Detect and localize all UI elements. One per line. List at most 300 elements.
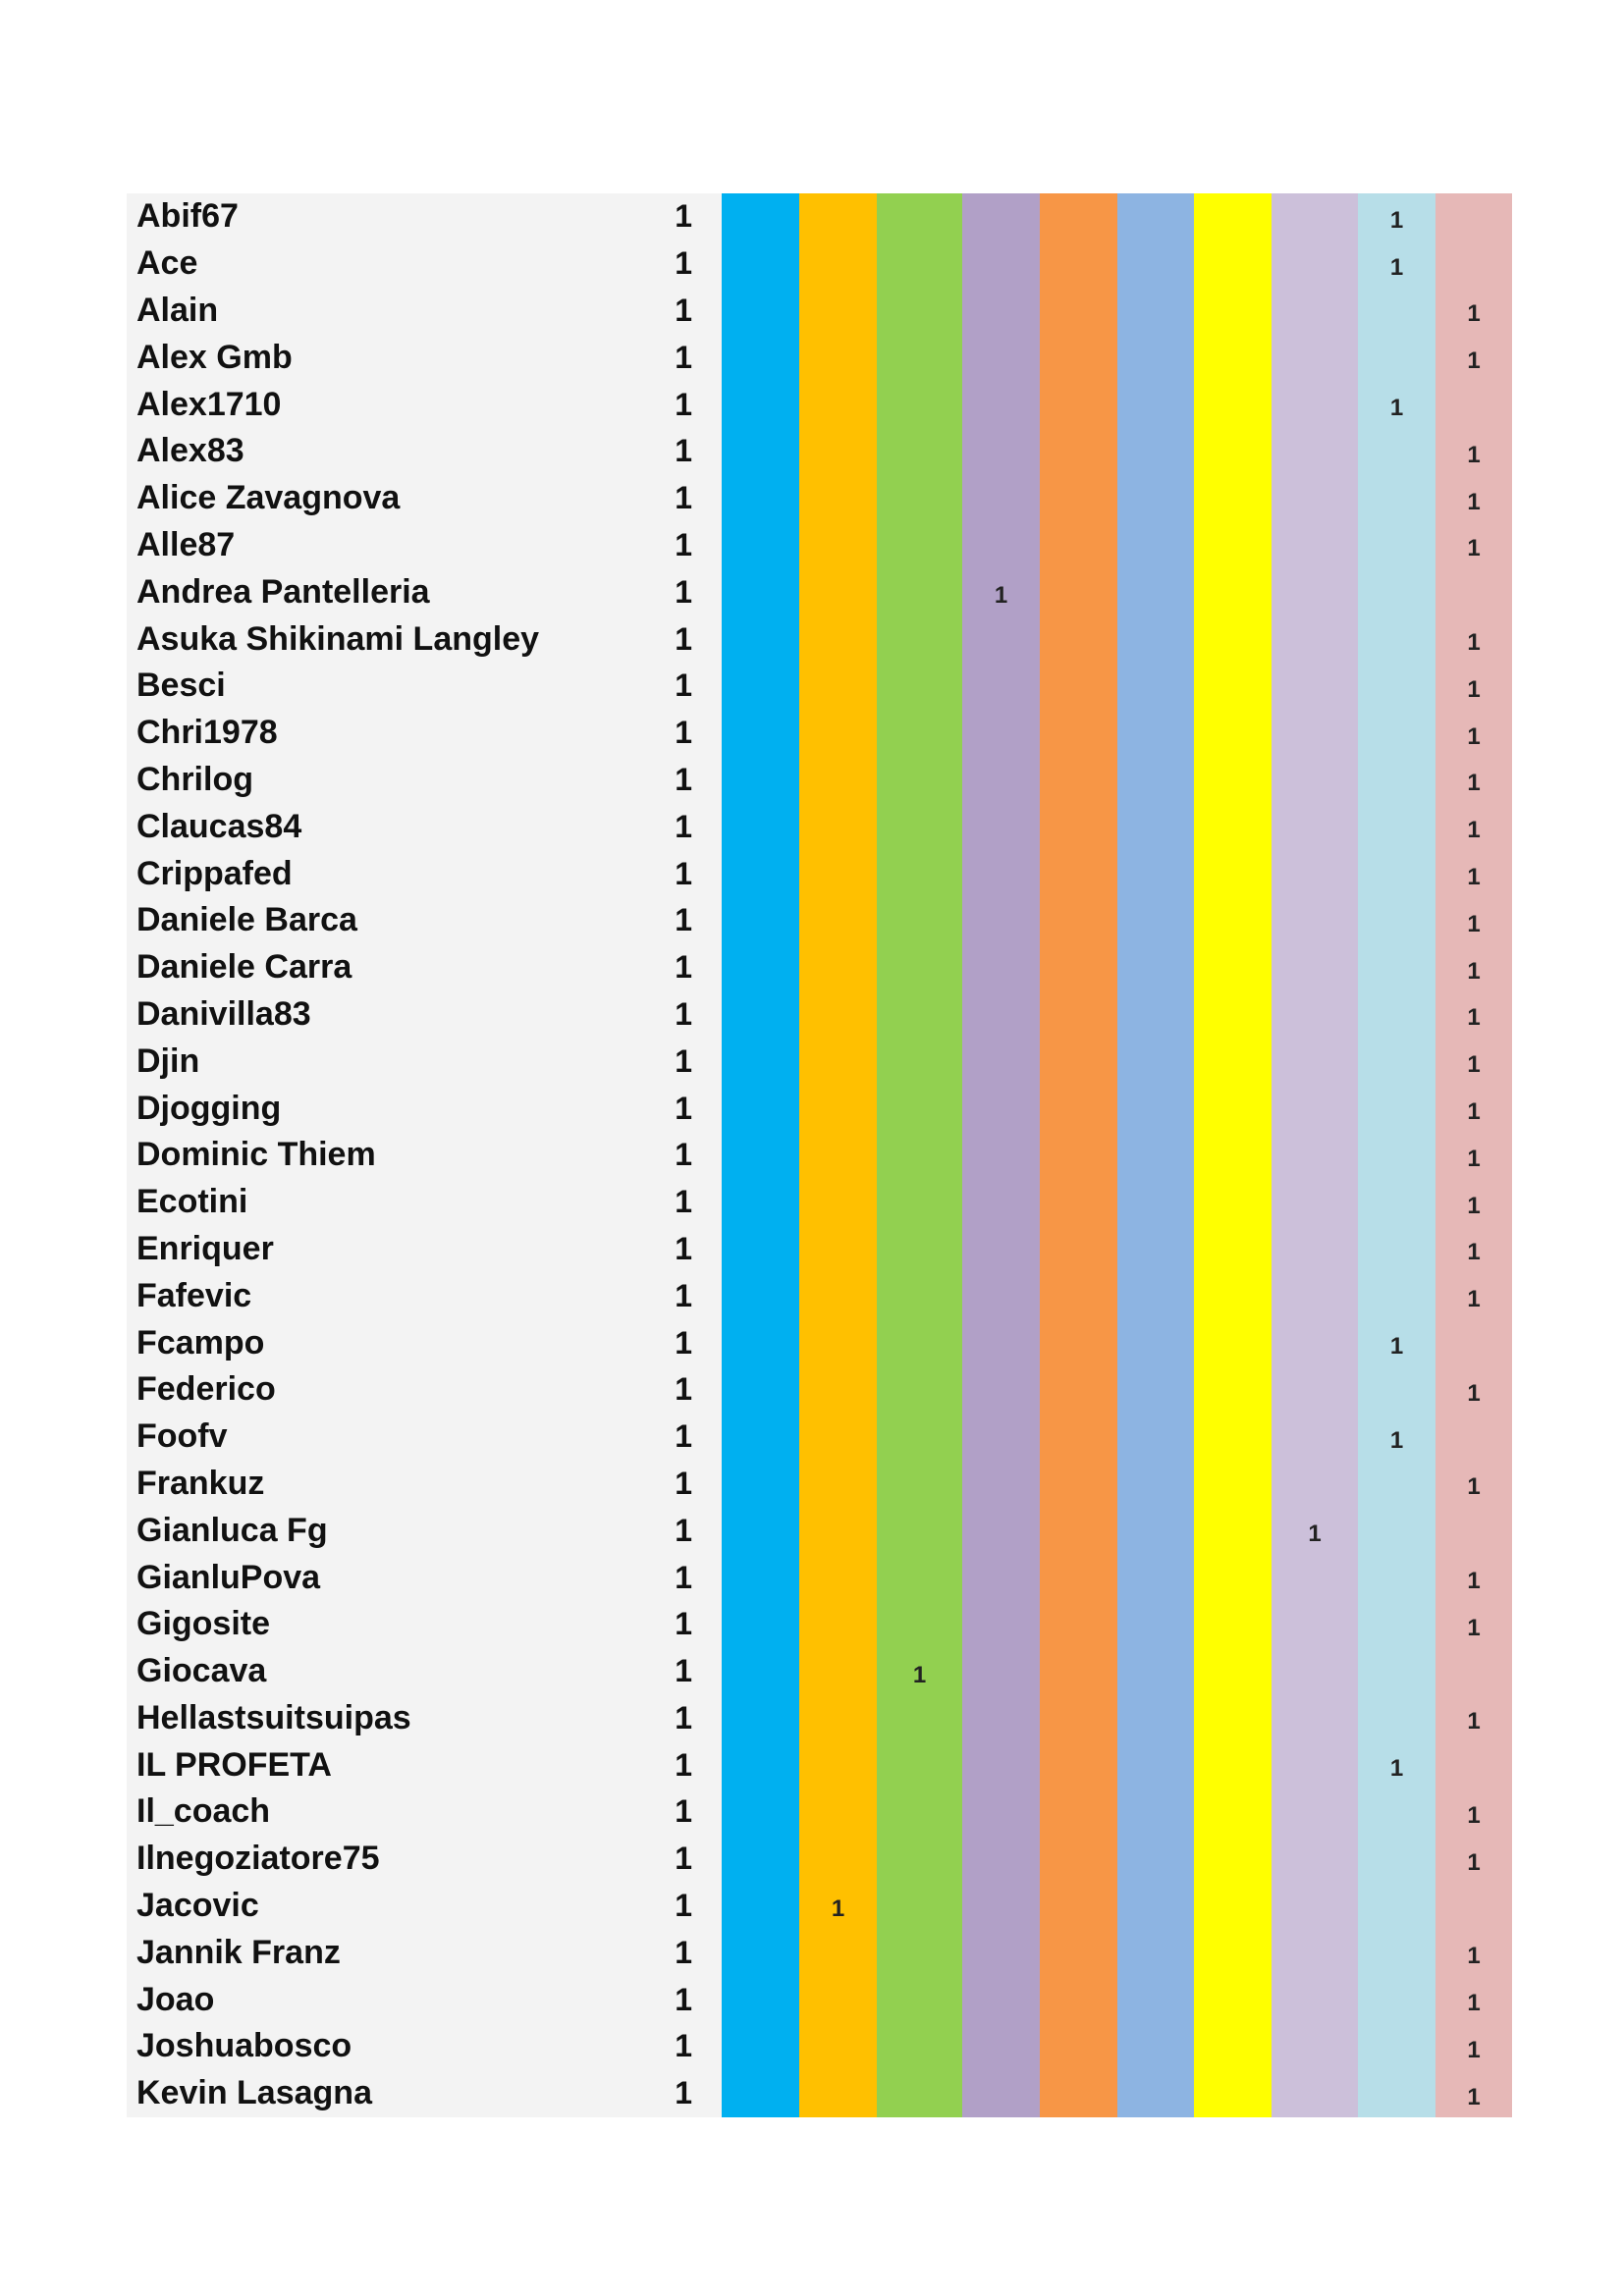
color-column-cell-7 <box>1194 1695 1272 1742</box>
color-column-cell-1 <box>722 1789 799 1836</box>
color-column-cell-2 <box>799 475 877 522</box>
color-column-cell-8 <box>1272 1414 1358 1461</box>
color-column-cell-4 <box>962 1741 1040 1789</box>
participant-name: Chrilog <box>127 757 589 804</box>
color-column-cell-2 <box>799 1789 877 1836</box>
table-row <box>127 1789 1512 1836</box>
participant-name: Alle87 <box>127 522 589 569</box>
participant-total: 1 <box>589 1038 722 1085</box>
color-column-cell-6 <box>1117 288 1194 335</box>
color-column-cell-6 <box>1117 428 1194 475</box>
color-column-cell-4 <box>962 1883 1040 1930</box>
color-column-cell-5 <box>1040 1836 1117 1883</box>
participant-name: Ecotini <box>127 1179 589 1226</box>
color-column-cell-2 <box>799 1272 877 1319</box>
color-column-cell-7 <box>1194 1741 1272 1789</box>
color-column-cell-8 <box>1272 710 1358 757</box>
color-column-cell-9 <box>1358 1976 1435 2023</box>
color-column-cell-3 <box>877 1836 962 1883</box>
color-column-cell-1 <box>722 615 799 663</box>
participant-total: 1 <box>589 568 722 615</box>
vote-mark-cell-2: 1 <box>799 1883 877 1930</box>
color-column-cell-8 <box>1272 1554 1358 1601</box>
color-column-cell-3 <box>877 1507 962 1554</box>
color-column-cell-1 <box>722 1461 799 1508</box>
color-column-cell-5 <box>1040 1976 1117 2023</box>
participant-total: 1 <box>589 2070 722 2117</box>
color-column-cell-3 <box>877 2023 962 2070</box>
participant-name: Frankuz <box>127 1461 589 1508</box>
color-column-cell-5 <box>1040 240 1117 288</box>
color-column-cell-8 <box>1272 1272 1358 1319</box>
color-column-cell-7 <box>1194 1366 1272 1414</box>
color-column-cell-2 <box>799 1366 877 1414</box>
color-column-cell-1 <box>722 522 799 569</box>
color-column-cell-1 <box>722 757 799 804</box>
color-column-cell-7 <box>1194 1976 1272 2023</box>
color-column-cell-6 <box>1117 1366 1194 1414</box>
table-row <box>127 1648 1512 1695</box>
color-column-cell-3 <box>877 1695 962 1742</box>
color-column-cell-10 <box>1435 1883 1512 1930</box>
table-row <box>127 2023 1512 2070</box>
color-column-cell-8 <box>1272 944 1358 991</box>
color-column-cell-8 <box>1272 240 1358 288</box>
color-column-cell-6 <box>1117 1461 1194 1508</box>
color-column-cell-4 <box>962 1272 1040 1319</box>
color-column-cell-4 <box>962 334 1040 381</box>
color-column-cell-6 <box>1117 1695 1194 1742</box>
color-column-cell-5 <box>1040 2070 1117 2117</box>
color-column-cell-2 <box>799 1648 877 1695</box>
color-column-cell-9 <box>1358 991 1435 1039</box>
color-column-cell-4 <box>962 991 1040 1039</box>
color-column-cell-8 <box>1272 1883 1358 1930</box>
color-column-cell-8 <box>1272 475 1358 522</box>
color-column-cell-5 <box>1040 1179 1117 1226</box>
color-column-cell-2 <box>799 568 877 615</box>
color-column-cell-8 <box>1272 428 1358 475</box>
participant-total: 1 <box>589 288 722 335</box>
color-column-cell-7 <box>1194 1789 1272 1836</box>
color-column-cell-3 <box>877 1226 962 1273</box>
color-column-cell-6 <box>1117 1741 1194 1789</box>
color-column-cell-6 <box>1117 1648 1194 1695</box>
color-column-cell-3 <box>877 944 962 991</box>
color-column-cell-1 <box>722 663 799 710</box>
participant-total: 1 <box>589 850 722 897</box>
table-row <box>127 1883 1512 1930</box>
color-column-cell-7 <box>1194 1319 1272 1366</box>
color-column-cell-2 <box>799 991 877 1039</box>
color-column-cell-3 <box>877 1132 962 1179</box>
color-column-cell-2 <box>799 288 877 335</box>
vote-mark-cell-4: 1 <box>962 568 1040 615</box>
color-column-cell-2 <box>799 522 877 569</box>
color-column-cell-3 <box>877 1366 962 1414</box>
table-row <box>127 897 1512 944</box>
color-column-cell-4 <box>962 897 1040 944</box>
color-column-cell-9 <box>1358 1695 1435 1742</box>
color-column-cell-10 <box>1435 1319 1512 1366</box>
participant-name: Joao <box>127 1976 589 2023</box>
color-column-cell-6 <box>1117 991 1194 1039</box>
color-column-cell-7 <box>1194 710 1272 757</box>
color-column-cell-4 <box>962 615 1040 663</box>
vote-mark-cell-10: 1 <box>1435 1929 1512 1976</box>
color-column-cell-7 <box>1194 897 1272 944</box>
vote-mark-cell-10: 1 <box>1435 2023 1512 2070</box>
color-column-cell-7 <box>1194 288 1272 335</box>
color-column-cell-9 <box>1358 288 1435 335</box>
vote-mark-cell-9: 1 <box>1358 1414 1435 1461</box>
color-column-cell-1 <box>722 1695 799 1742</box>
color-column-cell-3 <box>877 1554 962 1601</box>
participant-total: 1 <box>589 1929 722 1976</box>
color-column-cell-5 <box>1040 1085 1117 1132</box>
color-column-cell-1 <box>722 897 799 944</box>
color-column-cell-4 <box>962 663 1040 710</box>
color-column-cell-1 <box>722 288 799 335</box>
color-column-cell-8 <box>1272 1648 1358 1695</box>
color-column-cell-9 <box>1358 1085 1435 1132</box>
color-column-cell-3 <box>877 193 962 240</box>
participant-name: Abif67 <box>127 193 589 240</box>
table-row <box>127 1226 1512 1273</box>
vote-mark-cell-10: 1 <box>1435 288 1512 335</box>
color-column-cell-10 <box>1435 240 1512 288</box>
color-column-cell-1 <box>722 1741 799 1789</box>
color-column-cell-6 <box>1117 944 1194 991</box>
table-row <box>127 1507 1512 1554</box>
color-column-cell-10 <box>1435 193 1512 240</box>
color-column-cell-4 <box>962 288 1040 335</box>
color-column-cell-3 <box>877 475 962 522</box>
color-column-cell-7 <box>1194 803 1272 850</box>
color-column-cell-2 <box>799 710 877 757</box>
participant-name: Asuka Shikinami Langley <box>127 615 589 663</box>
table-row <box>127 240 1512 288</box>
color-column-cell-1 <box>722 1272 799 1319</box>
vote-mark-cell-10: 1 <box>1435 663 1512 710</box>
color-column-cell-5 <box>1040 991 1117 1039</box>
color-column-cell-6 <box>1117 568 1194 615</box>
color-column-cell-3 <box>877 381 962 428</box>
color-column-cell-5 <box>1040 1789 1117 1836</box>
color-column-cell-8 <box>1272 193 1358 240</box>
color-column-cell-2 <box>799 1741 877 1789</box>
color-column-cell-5 <box>1040 1272 1117 1319</box>
table-row <box>127 1085 1512 1132</box>
color-column-cell-5 <box>1040 1226 1117 1273</box>
participant-total: 1 <box>589 1179 722 1226</box>
participant-total: 1 <box>589 710 722 757</box>
color-column-cell-1 <box>722 803 799 850</box>
vote-mark-cell-10: 1 <box>1435 522 1512 569</box>
color-column-cell-9 <box>1358 428 1435 475</box>
participant-total: 1 <box>589 1741 722 1789</box>
color-column-cell-8 <box>1272 1461 1358 1508</box>
vote-mark-cell-10: 1 <box>1435 1695 1512 1742</box>
color-column-cell-9 <box>1358 1461 1435 1508</box>
participant-total: 1 <box>589 381 722 428</box>
color-column-cell-2 <box>799 1132 877 1179</box>
table-row <box>127 568 1512 615</box>
participant-total: 1 <box>589 1601 722 1648</box>
color-column-cell-5 <box>1040 1414 1117 1461</box>
color-column-cell-6 <box>1117 1929 1194 1976</box>
color-column-cell-4 <box>962 1085 1040 1132</box>
color-column-cell-2 <box>799 428 877 475</box>
vote-mark-cell-10: 1 <box>1435 1976 1512 2023</box>
color-column-cell-9 <box>1358 334 1435 381</box>
color-column-cell-4 <box>962 2023 1040 2070</box>
color-column-cell-4 <box>962 428 1040 475</box>
vote-mark-cell-9: 1 <box>1358 1319 1435 1366</box>
vote-mark-cell-10: 1 <box>1435 1366 1512 1414</box>
color-column-cell-4 <box>962 1038 1040 1085</box>
color-column-cell-7 <box>1194 1085 1272 1132</box>
table-row <box>127 1836 1512 1883</box>
color-column-cell-4 <box>962 1507 1040 1554</box>
color-column-cell-5 <box>1040 1883 1117 1930</box>
color-column-cell-7 <box>1194 2070 1272 2117</box>
color-column-cell-3 <box>877 1976 962 2023</box>
vote-mark-cell-10: 1 <box>1435 1836 1512 1883</box>
participant-name: Djogging <box>127 1085 589 1132</box>
color-column-cell-2 <box>799 1554 877 1601</box>
color-column-cell-6 <box>1117 193 1194 240</box>
color-column-cell-4 <box>962 1836 1040 1883</box>
color-column-cell-2 <box>799 1461 877 1508</box>
color-column-cell-7 <box>1194 522 1272 569</box>
color-column-cell-4 <box>962 1461 1040 1508</box>
color-column-cell-6 <box>1117 1883 1194 1930</box>
color-column-cell-3 <box>877 803 962 850</box>
color-column-cell-3 <box>877 288 962 335</box>
color-column-cell-6 <box>1117 850 1194 897</box>
color-column-cell-4 <box>962 1648 1040 1695</box>
color-column-cell-8 <box>1272 1319 1358 1366</box>
vote-mark-cell-10: 1 <box>1435 428 1512 475</box>
color-column-cell-8 <box>1272 615 1358 663</box>
vote-mark-cell-10: 1 <box>1435 2070 1512 2117</box>
color-column-cell-5 <box>1040 615 1117 663</box>
color-column-cell-2 <box>799 1226 877 1273</box>
color-column-cell-9 <box>1358 1929 1435 1976</box>
color-column-cell-8 <box>1272 1226 1358 1273</box>
color-column-cell-3 <box>877 522 962 569</box>
color-column-cell-5 <box>1040 568 1117 615</box>
color-column-cell-8 <box>1272 1179 1358 1226</box>
vote-mark-cell-10: 1 <box>1435 475 1512 522</box>
color-column-cell-3 <box>877 850 962 897</box>
color-column-cell-1 <box>722 1179 799 1226</box>
color-column-cell-2 <box>799 850 877 897</box>
color-column-cell-9 <box>1358 615 1435 663</box>
table-row <box>127 1179 1512 1226</box>
participant-total: 1 <box>589 334 722 381</box>
table-row <box>127 288 1512 335</box>
color-column-cell-9 <box>1358 850 1435 897</box>
participant-name: IL PROFETA <box>127 1741 589 1789</box>
participant-total: 1 <box>589 1554 722 1601</box>
vote-mark-cell-9: 1 <box>1358 381 1435 428</box>
color-column-cell-9 <box>1358 710 1435 757</box>
color-column-cell-2 <box>799 1179 877 1226</box>
participant-name: Ace <box>127 240 589 288</box>
color-column-cell-3 <box>877 615 962 663</box>
participant-total: 1 <box>589 475 722 522</box>
vote-mark-cell-10: 1 <box>1435 1272 1512 1319</box>
participant-total: 1 <box>589 897 722 944</box>
vote-mark-cell-10: 1 <box>1435 710 1512 757</box>
color-column-cell-8 <box>1272 381 1358 428</box>
color-column-cell-1 <box>722 1601 799 1648</box>
color-column-cell-8 <box>1272 897 1358 944</box>
color-column-cell-7 <box>1194 334 1272 381</box>
color-column-cell-1 <box>722 2070 799 2117</box>
color-column-cell-10 <box>1435 1507 1512 1554</box>
color-column-cell-7 <box>1194 1554 1272 1601</box>
participant-total: 1 <box>589 1883 722 1930</box>
color-column-cell-2 <box>799 240 877 288</box>
color-column-cell-7 <box>1194 1648 1272 1695</box>
color-column-cell-4 <box>962 1789 1040 1836</box>
participant-total: 1 <box>589 1272 722 1319</box>
color-column-cell-7 <box>1194 850 1272 897</box>
color-column-cell-8 <box>1272 1085 1358 1132</box>
color-column-cell-6 <box>1117 757 1194 804</box>
color-column-cell-6 <box>1117 475 1194 522</box>
color-column-cell-6 <box>1117 615 1194 663</box>
color-column-cell-8 <box>1272 757 1358 804</box>
color-column-cell-9 <box>1358 1179 1435 1226</box>
participant-name: Alex83 <box>127 428 589 475</box>
color-column-cell-1 <box>722 1929 799 1976</box>
color-column-cell-6 <box>1117 1038 1194 1085</box>
vote-mark-cell-10: 1 <box>1435 1554 1512 1601</box>
color-column-cell-2 <box>799 1929 877 1976</box>
color-column-cell-5 <box>1040 381 1117 428</box>
participant-name: Djin <box>127 1038 589 1085</box>
vote-mark-cell-10: 1 <box>1435 803 1512 850</box>
color-column-cell-5 <box>1040 944 1117 991</box>
vote-mark-cell-9: 1 <box>1358 240 1435 288</box>
color-column-cell-9 <box>1358 1507 1435 1554</box>
color-column-cell-8 <box>1272 522 1358 569</box>
color-column-cell-5 <box>1040 710 1117 757</box>
color-column-cell-9 <box>1358 1226 1435 1273</box>
color-column-cell-7 <box>1194 1929 1272 1976</box>
table-row <box>127 381 1512 428</box>
color-column-cell-8 <box>1272 1741 1358 1789</box>
color-column-cell-6 <box>1117 1976 1194 2023</box>
color-column-cell-9 <box>1358 1883 1435 1930</box>
participant-name: Danivilla83 <box>127 991 589 1039</box>
color-column-cell-1 <box>722 381 799 428</box>
color-column-cell-2 <box>799 193 877 240</box>
participant-total: 1 <box>589 1414 722 1461</box>
color-column-cell-8 <box>1272 288 1358 335</box>
table-row <box>127 850 1512 897</box>
color-column-cell-4 <box>962 1976 1040 2023</box>
color-column-cell-4 <box>962 710 1040 757</box>
color-column-cell-2 <box>799 615 877 663</box>
color-column-cell-8 <box>1272 1929 1358 1976</box>
table-body <box>127 193 1512 2117</box>
table-row <box>127 710 1512 757</box>
color-column-cell-9 <box>1358 1601 1435 1648</box>
color-column-cell-1 <box>722 1507 799 1554</box>
color-column-cell-2 <box>799 1976 877 2023</box>
participant-name: Fafevic <box>127 1272 589 1319</box>
participants-table <box>127 193 1512 2117</box>
color-column-cell-8 <box>1272 1132 1358 1179</box>
color-column-cell-2 <box>799 2070 877 2117</box>
table-row <box>127 944 1512 991</box>
color-column-cell-5 <box>1040 897 1117 944</box>
color-column-cell-5 <box>1040 1648 1117 1695</box>
participant-total: 1 <box>589 663 722 710</box>
participant-total: 1 <box>589 1319 722 1366</box>
participant-total: 1 <box>589 240 722 288</box>
color-column-cell-2 <box>799 1601 877 1648</box>
color-column-cell-1 <box>722 1085 799 1132</box>
participant-total: 1 <box>589 2023 722 2070</box>
participant-name: Gianluca Fg <box>127 1507 589 1554</box>
participant-name: Federico <box>127 1366 589 1414</box>
table-row <box>127 991 1512 1039</box>
color-column-cell-10 <box>1435 1648 1512 1695</box>
color-column-cell-9 <box>1358 1554 1435 1601</box>
table-row <box>127 1132 1512 1179</box>
table-row <box>127 803 1512 850</box>
color-column-cell-5 <box>1040 193 1117 240</box>
color-column-cell-4 <box>962 1554 1040 1601</box>
color-column-cell-1 <box>722 1414 799 1461</box>
vote-mark-cell-10: 1 <box>1435 1085 1512 1132</box>
color-column-cell-10 <box>1435 568 1512 615</box>
color-column-cell-6 <box>1117 1414 1194 1461</box>
color-column-cell-5 <box>1040 334 1117 381</box>
color-column-cell-3 <box>877 1272 962 1319</box>
color-column-cell-2 <box>799 897 877 944</box>
color-column-cell-6 <box>1117 803 1194 850</box>
color-column-cell-10 <box>1435 1414 1512 1461</box>
color-column-cell-7 <box>1194 1132 1272 1179</box>
color-column-cell-9 <box>1358 522 1435 569</box>
color-column-cell-5 <box>1040 850 1117 897</box>
color-column-cell-2 <box>799 1414 877 1461</box>
table-row <box>127 1272 1512 1319</box>
color-column-cell-2 <box>799 2023 877 2070</box>
participant-name: Jannik Franz <box>127 1929 589 1976</box>
color-column-cell-1 <box>722 1132 799 1179</box>
vote-mark-cell-10: 1 <box>1435 850 1512 897</box>
participant-total: 1 <box>589 1836 722 1883</box>
color-column-cell-8 <box>1272 1976 1358 2023</box>
color-column-cell-6 <box>1117 1507 1194 1554</box>
color-column-cell-7 <box>1194 1883 1272 1930</box>
color-column-cell-3 <box>877 2070 962 2117</box>
vote-mark-cell-10: 1 <box>1435 1179 1512 1226</box>
color-column-cell-5 <box>1040 1554 1117 1601</box>
participant-name: Besci <box>127 663 589 710</box>
color-column-cell-7 <box>1194 1179 1272 1226</box>
color-column-cell-1 <box>722 428 799 475</box>
table-row <box>127 1366 1512 1414</box>
